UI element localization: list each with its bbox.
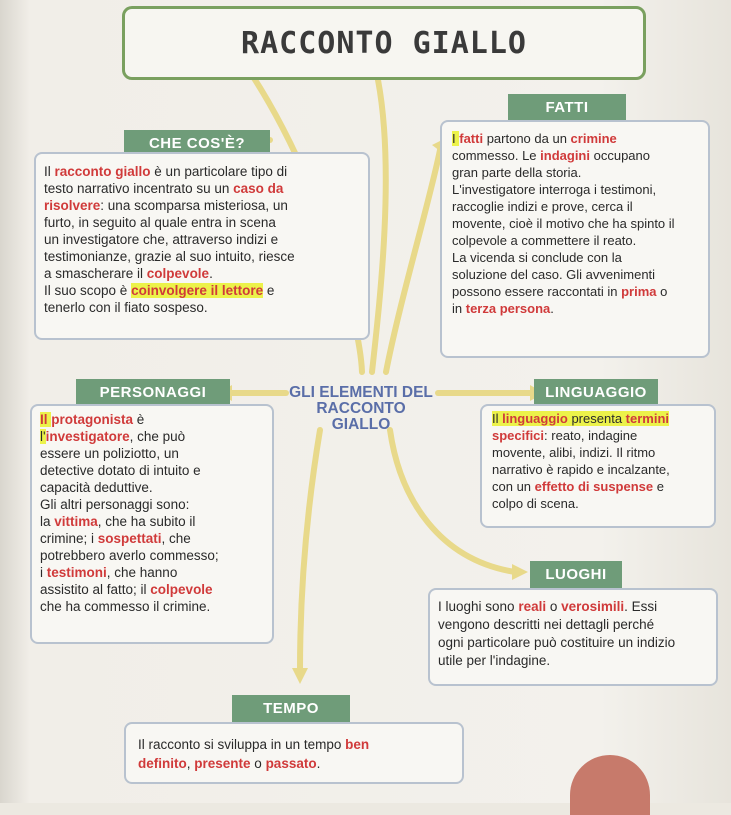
connector-tempo (300, 430, 320, 670)
label-tempo: TEMPO (232, 695, 350, 723)
text-linguaggio: Il linguaggio presenta termini specifici: reato, indagine movente, alibi, indizi. Il ritmo narrativo è rapido e incalzante, con un effetto di suspense e colpo di scena. (492, 411, 670, 511)
center-title: GLI ELEMENTI DEL RACCONTO GIALLO (289, 384, 433, 433)
text-luoghi: I luoghi sono reali o verosimili. Essi vengono descritti nei dettagli perché ogni particolare può costituire un indizio utile per l'indagine. (438, 599, 676, 668)
text-personaggi: Il protagonista è l'investigatore, che può essere un poliziotto, un detective dotato di intuito e capacità deduttive. Gli altri personaggi sono: la vittima, che ha subito il crimine; i sospettati, che potrebbero averlo commesso; i testimoni, che hanno assistito al fatto; il colpevole che ha commesso il crimine. (40, 412, 219, 614)
label-fatti: FATTI (508, 94, 626, 122)
label-personaggi: PERSONAGGI (76, 379, 230, 407)
text-fatti: I fatti partono da un crimine commesso. Le indagini occupano gran parte della storia. L'investigatore interroga i testimoni, raccoglie indizi e prove, cerca il movente, cioè il motivo che ha spinto il colpevole a commettere il reato. La vicenda si conclude con la soluzione del caso. Gli avvenimenti possono essere raccontati in prima o in terza persona. (452, 131, 675, 316)
text-che-cose: Il racconto giallo è un particolare tipo di testo narrativo incentrato su un caso da risolvere: una scomparsa misteriosa, un furto, in seguito al quale entra in scena un investigatore che, attraverso indizi e testimonianze, grazie al suo intuito, riesce a smascherare il colpevole. Il suo scopo è coinvolgere il lettore e tenerlo con il fiato sospeso. (44, 164, 295, 315)
connector-fatti (386, 150, 440, 372)
label-luoghi: LUOGHI (530, 561, 622, 589)
title-box (122, 6, 646, 80)
text-tempo: Il racconto si sviluppa in un tempo ben definito, presente o passato. (138, 737, 370, 771)
label-che-cose: CHE COS'È? (124, 130, 270, 158)
page-title: RACCONTO GIALLO (241, 25, 527, 61)
label-linguaggio: LINGUAGGIO (534, 379, 658, 407)
